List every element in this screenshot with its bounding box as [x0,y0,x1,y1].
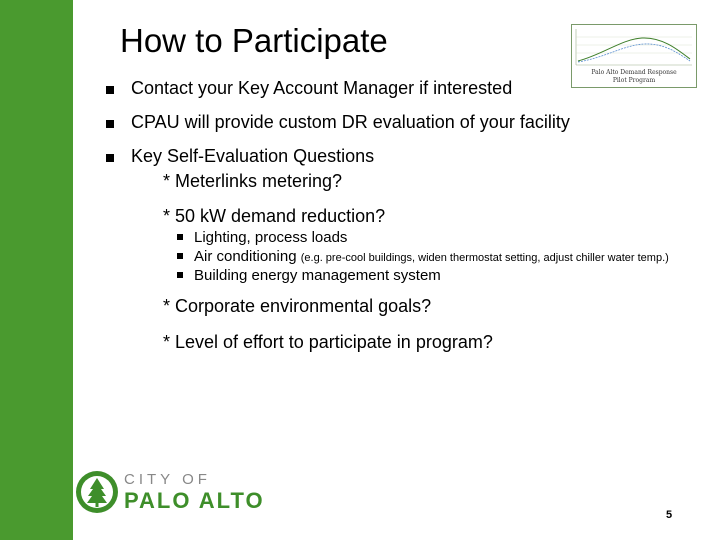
bullet-icon [106,154,114,162]
logo-city-of-text: CITY OF [124,471,211,488]
bullet-self-evaluation: Key Self-Evaluation Questions [131,146,375,166]
question-meterlinks: * Meterlinks metering? [163,171,343,191]
sub-bullet-lighting [194,229,347,246]
bullet-icon [106,86,114,94]
question-demand-reduction: * 50 kW demand reduction? [163,206,386,226]
bullet-icon [106,120,114,128]
question-level-of-effort: * Level of effort to participate in program? [163,332,493,352]
thumbnail-title: Palo Alto Demand Response [591,69,677,76]
bullet-custom-evaluation: CPAU will provide custom DR evaluation of your facility [131,112,570,132]
logo-palo-alto-text: PALO ALTO [124,488,265,513]
sub-bullet-icon [177,253,183,259]
sub-bullet-air-conditioning [194,248,669,265]
page-number: 5 [666,509,673,521]
sub-bullet-energy-management [194,267,441,284]
bullet-contact-manager: Contact your Key Account Manager if interested [131,78,513,98]
slide-title: How to Participate [120,22,388,59]
sub-bullet-air-conditioning-note: (e.g. pre-cool buildings, widen thermostat setting, adjust chiller water temp.) [300,252,669,264]
city-of-palo-alto-logo [74,468,294,516]
sub-bullet-icon [177,234,183,240]
thumbnail-subtitle: Pilot Program [612,77,656,84]
sub-bullet-energy-management-text: Building energy management system [194,267,441,284]
demand-response-thumbnail [571,24,697,88]
tree-emblem-icon [74,469,120,515]
sub-bullet-air-conditioning-text: Air conditioning [194,248,301,265]
sub-bullet-icon [177,272,183,278]
green-sidebar [0,0,73,540]
question-environmental-goals: * Corporate environmental goals? [163,296,432,316]
sub-bullet-lighting-text: Lighting, process loads [194,229,348,246]
